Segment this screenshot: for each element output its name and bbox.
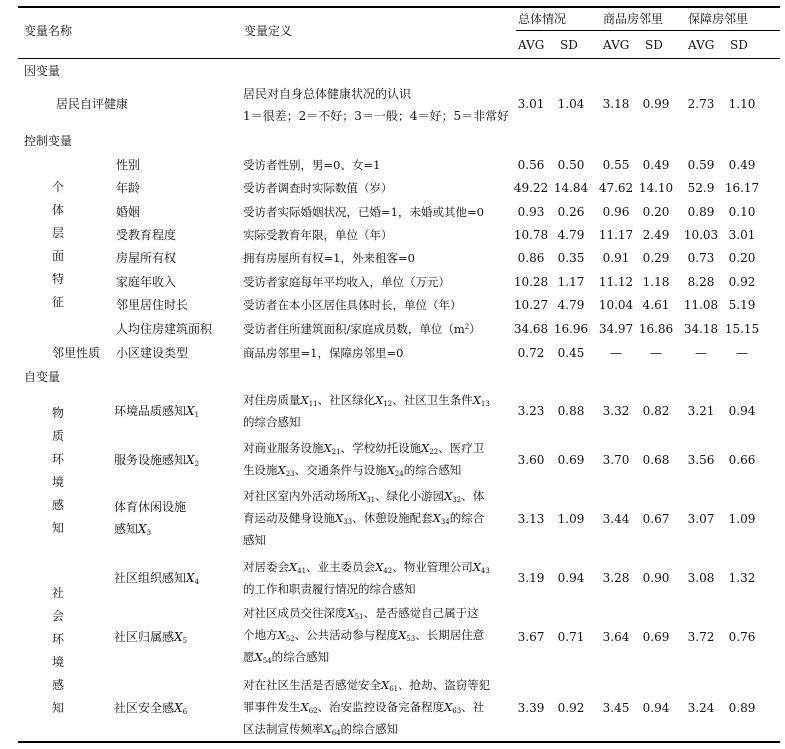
value-affordable-sd: 0.10 bbox=[728, 205, 756, 219]
header-col-name: 变量名称 bbox=[24, 24, 73, 38]
value-commercial-avg: 11.12 bbox=[598, 275, 634, 289]
value-affordable-avg: 11.08 bbox=[683, 298, 719, 312]
value-total-sd: 14.84 bbox=[553, 181, 589, 195]
value-commercial-sd: 4.61 bbox=[642, 298, 670, 312]
value-affordable-avg: 3.21 bbox=[687, 404, 715, 418]
value-commercial-sd: 0.29 bbox=[642, 251, 670, 265]
value-total-avg: 10.78 bbox=[513, 228, 549, 242]
value-affordable-sd: 0.76 bbox=[728, 630, 756, 644]
dep-def-line2: 1＝很差；2＝不好；3＝一般；4＝好；5＝非常好 bbox=[243, 109, 510, 123]
group-char: 境 bbox=[51, 655, 64, 669]
control-def: 商品房邻里=1，保障房邻里=0 bbox=[243, 346, 404, 360]
indep-def-x1-line1: 对住房质量$X_{11}$、社区绿化$X_{12}$、社区卫生条件$X_{13}$ bbox=[243, 393, 490, 408]
value-total-avg: 3.19 bbox=[517, 571, 545, 585]
value-total-sd: 1.17 bbox=[557, 275, 585, 289]
indep-def-x4-line1: 对居委会$X_{41}$、业主委员会$X_{42}$、物业管理公司$X_{43}$ bbox=[243, 560, 490, 575]
value-total-sd: 0.92 bbox=[557, 701, 585, 715]
indep-def-x5-line3: 愿$X_{54}$的综合感知 bbox=[243, 650, 330, 665]
group-char: 质 bbox=[51, 429, 64, 443]
value-commercial-sd: 0.20 bbox=[642, 205, 670, 219]
control-name: 受教育程度 bbox=[116, 228, 177, 242]
control-def: 受访者调查时实际数值（岁） bbox=[243, 181, 393, 195]
value-commercial-avg: 0.96 bbox=[602, 205, 630, 219]
value-commercial-sd: 0.69 bbox=[642, 630, 670, 644]
indep-def-x3-line1: 对社区室内外活动场所$X_{31}$、绿化小游园$X_{32}$、体 bbox=[243, 489, 485, 504]
header-rule bbox=[18, 58, 780, 59]
header-sd-3: SD bbox=[730, 38, 748, 52]
value-total-avg: 3.67 bbox=[517, 630, 545, 644]
value-affordable-avg: 0.59 bbox=[687, 158, 715, 172]
indep-name-x3-line1: 体育休闲设施 bbox=[114, 500, 187, 514]
value-commercial-avg: 10.04 bbox=[598, 298, 634, 312]
value-commercial-avg: 34.97 bbox=[598, 322, 634, 336]
group-char: 体 bbox=[51, 203, 64, 217]
value-total-sd: 0.88 bbox=[557, 404, 585, 418]
indep-def-x3-line3: 感知 bbox=[243, 533, 266, 547]
value-affordable-avg: 0.89 bbox=[687, 205, 715, 219]
indep-def-x2-line1: 对商业服务设施$X_{21}$、学校幼托设施$X_{22}$、医疗卫 bbox=[243, 441, 485, 456]
value-affordable-avg: 3.72 bbox=[687, 630, 715, 644]
indep-def-x4-line2: 的工作和职责履行情况的综合感知 bbox=[243, 582, 416, 596]
group-char: 层 bbox=[51, 226, 64, 240]
indep-def-x6-line1: 对在社区生活是否感觉安全$X_{61}$、抢劫、盗窃等犯 bbox=[243, 678, 491, 693]
control-def: 实际受教育年限，单位（年） bbox=[243, 228, 393, 242]
value-affordable-sd: 1.09 bbox=[728, 512, 756, 526]
header-avg-1: AVG bbox=[518, 38, 545, 52]
value-affordable-avg: 3.56 bbox=[687, 453, 715, 467]
value-affordable-sd: 0.66 bbox=[728, 453, 756, 467]
value-total-sd: 0.71 bbox=[557, 630, 585, 644]
control-name: 房屋所有权 bbox=[116, 251, 177, 265]
indep-name-x4: 社区组织感知$X_4$ bbox=[114, 571, 200, 586]
control-def: 受访者实际婚姻状况，已婚=1，未婚或其他=0 bbox=[243, 205, 484, 219]
value-total-sd: 1.04 bbox=[557, 97, 585, 111]
value-total-avg: 3.39 bbox=[517, 701, 545, 715]
value-commercial-sd: 0.90 bbox=[642, 571, 670, 585]
group-char: 感 bbox=[51, 498, 64, 512]
control-def: 受访者住所建筑面积/家庭成员数，单位$(m^2)$ bbox=[243, 322, 481, 336]
value-commercial-sd: 0.68 bbox=[642, 453, 670, 467]
header-group-total: 总体情况 bbox=[518, 12, 567, 26]
value-total-sd: 0.45 bbox=[557, 346, 585, 360]
value-commercial-sd: 2.49 bbox=[642, 228, 670, 242]
indep-def-x1-line2: 的综合感知 bbox=[243, 415, 301, 429]
value-affordable-avg: 52.9 bbox=[687, 181, 715, 195]
value-commercial-sd: — bbox=[650, 346, 662, 360]
indep-name-x6: 社区安全感$X_6$ bbox=[114, 701, 188, 716]
value-affordable-avg: 3.07 bbox=[687, 512, 715, 526]
section-independent: 自变量 bbox=[24, 370, 61, 384]
header-avg-2: AVG bbox=[603, 38, 630, 52]
value-total-avg: 49.22 bbox=[513, 181, 549, 195]
value-affordable-avg: 34.18 bbox=[683, 322, 719, 336]
value-commercial-avg: 3.70 bbox=[602, 453, 630, 467]
value-total-avg: 0.56 bbox=[517, 158, 545, 172]
value-commercial-sd: 16.86 bbox=[638, 322, 674, 336]
value-total-avg: 3.23 bbox=[517, 404, 545, 418]
value-commercial-avg: 3.32 bbox=[602, 404, 630, 418]
value-affordable-sd: 1.10 bbox=[728, 97, 756, 111]
value-total-avg: 10.27 bbox=[513, 298, 549, 312]
indep-def-x5-line1: 对社区成员交往深度$X_{51}$、是否感觉自己属于这 bbox=[243, 606, 479, 621]
value-affordable-sd: 0.49 bbox=[728, 158, 756, 172]
value-affordable-avg: 3.24 bbox=[687, 701, 715, 715]
indep-def-x3-line2: 育运动及健身设施$X_{33}$、休憩设施配套$X_{34}$的综合 bbox=[243, 511, 485, 526]
group-char: 会 bbox=[51, 609, 64, 623]
indep-name-x3-line2: 感知$X_3$ bbox=[114, 522, 152, 537]
header-col-def: 变量定义 bbox=[244, 24, 293, 38]
indep-def-x5-line2: 个地方$X_{52}$、公共活动参与程度$X_{53}$、长期居住意 bbox=[243, 628, 485, 643]
value-affordable-sd: 3.01 bbox=[728, 228, 756, 242]
value-total-sd: 0.69 bbox=[557, 453, 585, 467]
value-total-avg: 0.86 bbox=[517, 251, 545, 265]
control-def: 受访者在本小区居住具体时长，单位（年） bbox=[243, 298, 462, 312]
value-commercial-sd: 0.94 bbox=[642, 701, 670, 715]
indep-name-x5: 社区归属感$X_5$ bbox=[114, 630, 188, 645]
group-char: 征 bbox=[51, 295, 64, 309]
value-total-sd: 0.35 bbox=[557, 251, 585, 265]
value-affordable-avg: 8.28 bbox=[687, 275, 715, 289]
value-commercial-avg: 3.44 bbox=[602, 512, 630, 526]
group-char: 知 bbox=[51, 521, 64, 535]
value-affordable-sd: 0.94 bbox=[728, 404, 756, 418]
header-sd-2: SD bbox=[645, 38, 663, 52]
control-name: 性别 bbox=[116, 158, 141, 172]
value-commercial-sd: 0.49 bbox=[642, 158, 670, 172]
value-total-sd: 16.96 bbox=[553, 322, 589, 336]
value-affordable-avg: 10.03 bbox=[683, 228, 719, 242]
value-total-sd: 4.79 bbox=[557, 298, 585, 312]
value-total-sd: 0.26 bbox=[557, 205, 585, 219]
value-commercial-sd: 0.82 bbox=[642, 404, 670, 418]
dep-name: 居民自评健康 bbox=[56, 97, 129, 111]
value-affordable-sd: 15.15 bbox=[724, 322, 760, 336]
bottom-rule bbox=[18, 741, 780, 743]
control-name: 邻里居住时长 bbox=[116, 298, 189, 312]
value-affordable-sd: 5.19 bbox=[728, 298, 756, 312]
group-char: 环 bbox=[51, 452, 64, 466]
value-total-sd: 4.79 bbox=[557, 228, 585, 242]
group-char: 特 bbox=[51, 272, 64, 286]
group-char: 社 bbox=[51, 586, 64, 600]
group-char: 知 bbox=[51, 701, 64, 715]
value-commercial-avg: 3.28 bbox=[602, 571, 630, 585]
group-underline bbox=[516, 30, 780, 31]
indep-group-social bbox=[51, 582, 65, 720]
section-control: 控制变量 bbox=[24, 134, 73, 148]
value-commercial-avg: 47.62 bbox=[598, 181, 634, 195]
group-char: 面 bbox=[51, 249, 64, 263]
control-def: 受访者家庭每年平均收入，单位（万元） bbox=[243, 275, 450, 289]
header-group-commercial: 商品房邻里 bbox=[603, 12, 664, 26]
value-total-avg: 34.68 bbox=[513, 322, 549, 336]
value-affordable-avg: — bbox=[695, 346, 707, 360]
indep-name-x1: 环境品质感知$X_1$ bbox=[114, 404, 200, 419]
value-affordable-sd: 1.32 bbox=[728, 571, 756, 585]
top-rule bbox=[18, 6, 780, 8]
group-char: 感 bbox=[51, 678, 64, 692]
value-commercial-avg: 0.91 bbox=[602, 251, 630, 265]
value-affordable-avg: 0.73 bbox=[687, 251, 715, 265]
value-commercial-avg: 3.18 bbox=[602, 97, 630, 111]
control-group-neighborhood: 邻里性质 bbox=[52, 346, 101, 360]
value-total-avg: 0.93 bbox=[517, 205, 545, 219]
value-total-avg: 3.60 bbox=[517, 453, 545, 467]
control-def: 受访者性别，男=0、女=1 bbox=[243, 158, 381, 172]
header-group-affordable: 保障房邻里 bbox=[688, 12, 749, 26]
header-sd-1: SD bbox=[560, 38, 578, 52]
value-total-avg: 0.72 bbox=[517, 346, 545, 360]
value-commercial-avg: — bbox=[610, 346, 622, 360]
control-name: 婚姻 bbox=[116, 205, 141, 219]
group-char: 物 bbox=[51, 406, 64, 420]
indep-group-physical bbox=[51, 402, 65, 540]
value-affordable-avg: 2.73 bbox=[687, 97, 715, 111]
value-affordable-sd: 0.89 bbox=[728, 701, 756, 715]
control-def: 拥有房屋所有权=1，外来租客=0 bbox=[243, 251, 415, 265]
value-affordable-avg: 3.08 bbox=[687, 571, 715, 585]
value-total-avg: 3.13 bbox=[517, 512, 545, 526]
control-group-individual bbox=[51, 176, 65, 314]
value-affordable-sd: 16.17 bbox=[724, 181, 760, 195]
value-affordable-sd: 0.20 bbox=[728, 251, 756, 265]
value-commercial-avg: 11.17 bbox=[598, 228, 634, 242]
header-avg-3: AVG bbox=[688, 38, 715, 52]
value-affordable-sd: 0.92 bbox=[728, 275, 756, 289]
value-commercial-avg: 3.45 bbox=[602, 701, 630, 715]
value-total-avg: 10.28 bbox=[513, 275, 549, 289]
indep-def-x6-line2: 罪事件发生$X_{62}$、治安监控设备完备程度$X_{63}$、社 bbox=[243, 700, 485, 715]
group-char: 个 bbox=[51, 180, 64, 194]
value-commercial-sd: 14.10 bbox=[638, 181, 674, 195]
value-affordable-sd: — bbox=[736, 346, 748, 360]
value-total-avg: 3.01 bbox=[517, 97, 545, 111]
section-dependent: 因变量 bbox=[24, 64, 61, 78]
value-commercial-avg: 0.55 bbox=[602, 158, 630, 172]
value-commercial-sd: 0.99 bbox=[642, 97, 670, 111]
control-name: 家庭年收入 bbox=[116, 275, 177, 289]
value-total-sd: 0.94 bbox=[557, 571, 585, 585]
group-char: 境 bbox=[51, 475, 64, 489]
control-name: 小区建设类型 bbox=[116, 346, 189, 360]
control-name: 人均住房建筑面积 bbox=[116, 322, 213, 336]
group-char: 环 bbox=[51, 632, 64, 646]
indep-name-x2: 服务设施感知$X_2$ bbox=[114, 453, 200, 468]
value-total-sd: 0.50 bbox=[557, 158, 585, 172]
control-name: 年龄 bbox=[116, 181, 141, 195]
dep-def-line1: 居民对自身总体健康状况的认识 bbox=[243, 87, 412, 101]
value-commercial-sd: 1.18 bbox=[642, 275, 670, 289]
value-commercial-sd: 0.67 bbox=[642, 512, 670, 526]
indep-def-x2-line2: 生设施$X_{23}$、交通条件与设施$X_{24}$的综合感知 bbox=[243, 463, 462, 478]
value-total-sd: 1.09 bbox=[557, 512, 585, 526]
value-commercial-avg: 3.64 bbox=[602, 630, 630, 644]
indep-def-x6-line3: 区法制宣传频率$X_{64}$的综合感知 bbox=[243, 722, 399, 737]
